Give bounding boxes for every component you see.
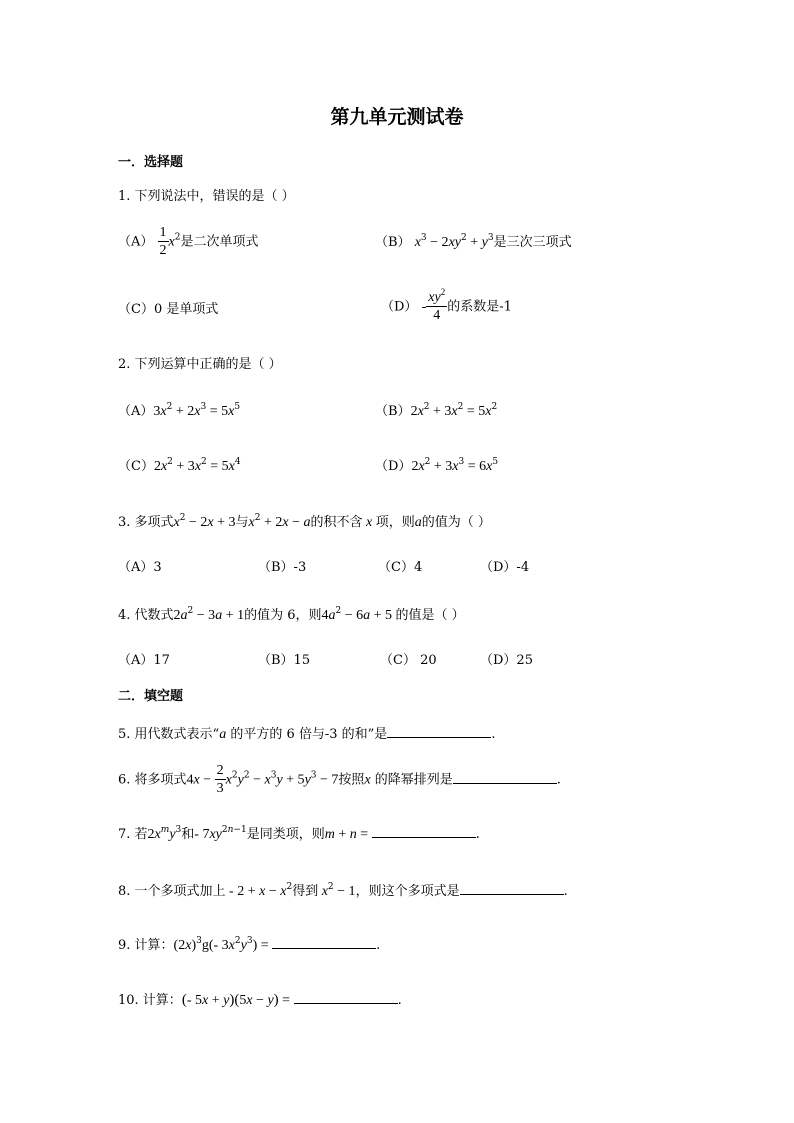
fraction-xy2-over-4: $\frac{xy^2}{4}$ bbox=[428, 287, 446, 323]
question-2-option-c: $(C)2x^2 + 3x^2 = 5x^4$ bbox=[118, 457, 241, 474]
section-heading-choice: 一．选择题 bbox=[118, 155, 184, 170]
stem-text: 按照 bbox=[338, 772, 365, 788]
option-label: （A） bbox=[118, 404, 154, 419]
question-2-option-b: $(B)2x^2 + 3x^2 = 5x^2$ bbox=[375, 402, 498, 419]
answer-blank[interactable] bbox=[272, 936, 376, 949]
stem-text: 项，则 bbox=[375, 515, 415, 530]
question-10-stem: 10. 计算：(- 5x + y)(5x − y) = . bbox=[118, 992, 402, 1008]
option-text: 的系数是-1 bbox=[447, 299, 512, 315]
option-text: 是三次三项式 bbox=[493, 235, 572, 250]
question-4-option-d: （D）25 bbox=[480, 653, 533, 668]
question-3-option-a: （A）3 bbox=[118, 560, 162, 575]
stem-text: 的值是（ ） bbox=[395, 608, 465, 623]
stem-text: 10. 计算： bbox=[118, 993, 182, 1008]
option-label: （D） bbox=[375, 459, 412, 474]
question-6-stem: 6. 将多项式4x − $\frac{2}{3}$ $x^2y^2 - x^3y + 5y^3 - 7$按照x 的降幂排列是 . bbox=[118, 763, 561, 796]
stem-text: ，则这个多项式是 bbox=[355, 884, 460, 899]
question-4-stem: 4. 代数式$2a^2 - 3a + 1$的值为 6，则$4a^2 - 6a + 5$ 的值是（ ） bbox=[118, 606, 465, 623]
stem-text: 6. 将多项式 bbox=[118, 772, 187, 788]
option-label: （B） bbox=[375, 404, 411, 419]
option-label: （A） bbox=[118, 234, 154, 250]
question-5-stem: 5. 用代数式表示“a 的平方的 6 倍与-3 的和”是 . bbox=[118, 727, 496, 742]
option-label: （D） bbox=[381, 299, 418, 315]
stem-text: 的积不含 bbox=[310, 515, 363, 530]
page-title: 第九单元测试卷 bbox=[330, 106, 464, 128]
question-2-option-a: $(A)3x^2 + 2x^3 = 5x^5$ bbox=[118, 402, 241, 419]
question-1-stem: 1. 下列说法中，错误的是（ ） bbox=[118, 189, 295, 204]
stem-text: 8. 一个多项式加上 bbox=[118, 884, 226, 899]
option-label: （C） bbox=[118, 459, 154, 474]
answer-blank[interactable] bbox=[387, 725, 491, 738]
fraction-two-thirds: $\frac{2}{3}$ bbox=[216, 763, 224, 796]
question-4-option-a: （A）17 bbox=[118, 653, 170, 668]
question-9-stem: 9. 计算：$(2x)^3g(-$ $3x^2y^3$) = . bbox=[118, 936, 381, 953]
answer-blank[interactable] bbox=[453, 771, 557, 784]
answer-blank[interactable] bbox=[294, 991, 398, 1004]
fraction-one-half: $\frac{1}{2}$ bbox=[159, 225, 167, 258]
question-2-option-d: $(D)2x^2 + 3x^3 = 6x^5$ bbox=[375, 457, 499, 474]
stem-text: 和 bbox=[181, 827, 195, 842]
question-1-option-c bbox=[118, 303, 218, 316]
stem-text: 9. 计算： bbox=[118, 938, 174, 953]
answer-blank[interactable] bbox=[460, 882, 564, 895]
question-3-option-d: （D）-4 bbox=[480, 560, 530, 575]
question-4-option-c: （C） 20 bbox=[380, 653, 437, 668]
question-3-option-c: （C）4 bbox=[378, 560, 423, 575]
stem-text: 得到 bbox=[292, 884, 319, 899]
option-text: 0 是单项式 bbox=[153, 302, 219, 317]
question-1-option-d: （D） - $\frac{xy^2}{4}$ 的系数是-1 bbox=[381, 287, 512, 323]
stem-text: 5. 用代数式表示“ bbox=[118, 727, 220, 742]
stem-text: 的值为（ ） bbox=[421, 515, 491, 530]
stem-text: 与 bbox=[235, 515, 249, 530]
answer-blank[interactable] bbox=[372, 825, 476, 838]
question-7-stem: 7. 若$2x^my^3$和- $7xy^{2n-1}$是同类项，则m + n = . bbox=[118, 825, 480, 842]
option-label: （C） bbox=[118, 302, 154, 317]
question-1-option-b: （B） $x^3 - 2xy^2 + y^3$是三次三项式 bbox=[375, 233, 572, 250]
stem-text: 的值为 6，则 bbox=[244, 608, 322, 623]
stem-text: 的平方的 6 倍与-3 的和”是 bbox=[226, 727, 388, 742]
stem-text: 的降幂排列是 bbox=[370, 772, 453, 788]
stem-text: 7. 若 bbox=[118, 827, 148, 842]
option-text: 是二次单项式 bbox=[180, 234, 259, 250]
question-1-option-a: （A） $\frac{1}{2}$ $x^2$是二次单项式 bbox=[118, 225, 259, 258]
stem-text: 4. 代数式 bbox=[118, 608, 174, 623]
stem-text: 是同类项，则 bbox=[246, 827, 325, 842]
question-3-option-b: （B）-3 bbox=[258, 560, 307, 575]
question-4-option-b: （B）15 bbox=[258, 653, 311, 668]
question-3-stem: 3. 多项式$x^2 - 2x + 3$与$x^2 + 2x - a$的积不含 x 项，则a的值为（ ） bbox=[118, 513, 491, 530]
question-2-stem: 2. 下列运算中正确的是（ ） bbox=[118, 357, 282, 372]
option-label: （B） bbox=[375, 235, 411, 250]
question-8-stem: 8. 一个多项式加上 - $2 + x - x^2$得到 $x^2 - 1$，则这个多项式是 . bbox=[118, 882, 568, 899]
stem-text: 3. 多项式 bbox=[118, 515, 174, 530]
section-heading-fill: 二．填空题 bbox=[118, 689, 184, 704]
